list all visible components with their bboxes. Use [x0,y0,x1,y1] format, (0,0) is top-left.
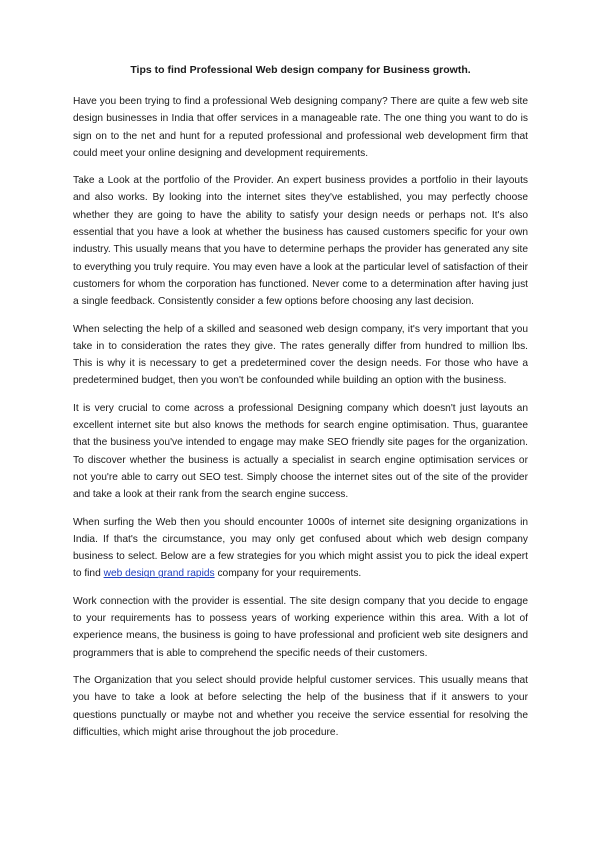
paragraph-rates: When selecting the help of a skilled and seasoned web design company, it's very important that you take in to consideration the rates they give. The rates generally differ from hundred to million lbs. This is why it is necessary to get a predetermined cover the design needs. For those who have a predetermined budget, then you won't be confounded while building an option with the business. [73,323,528,387]
document-page [73,62,528,751]
web-design-grand-rapids-link[interactable]: web design grand rapids [103,568,215,580]
document-title: Tips to find Professional Web design company for Business growth. [130,64,471,76]
paragraph-seo: It is very crucial to come across a professional Designing company which doesn't just layouts an excellent internet site but also knows the methods for search engine optimisation. Thus, guarantee that the business you've intended to engage may make SEO friendly site pages for the organization. To discover whether the business is actually a specialist in search engine optimisation services or not you're able to carry out SEO test. Simply choose the internet sites out of the site of the provider and take a look at their rank from the search engine success. [73,402,528,501]
paragraph-experience: Work connection with the provider is essential. The site design company that you decide to engage to your requirements has to possess years of working experience within this area. With a lot of experience means, the business is going to have professional and proficient web site designers and programmers that is able to comprehend the specific needs of their customers. [73,595,528,659]
paragraph-surfing-text: When surfing the Web then you should encounter 1000s of internet site designing organizations in India. If that's the circumstance, you may only get confused about which web design company business to select. Below are a few strategies for you which might assist you to pick the ideal expert to find [73,516,528,580]
paragraph-portfolio: Take a Look at the portfolio of the Provider. An expert business provides a portfolio in their layouts and also works. By looking into the internet sites they've established, you may perfectly choose whether they are going to have the ability to satisfy your design needs or perhaps not. It's also essential that you have a look at whether the business has caused customers specific for your own industry. This usually means that you have to determine perhaps the provider has generated any site to everything you truly require. You may even have a look at the particular level of satisfaction of their customers for whom the corporation has functioned. Never come to a determination after having just a single feedback. Consistently consider a few options before choosing any last decision. [73,175,528,308]
paragraph-customer-service: The Organization that you select should provide helpful customer services. This usually means that you have to take a look at before selecting the help of the business that if it answers to your questions punctually or maybe not and whether you receive the service essential for resolving the difficulties, which might arise throughout the job procedure. [73,674,528,738]
paragraph-surfing [73,514,528,583]
paragraph-intro: Have you been trying to find a professional Web designing company? There are quite a few web site design businesses in India that offer services in a manageable rate. The one thing you want to do is sign on to the net and hunt for a reputed professional and professional web development firm that could meet your online designing and development requirements. [73,96,528,159]
paragraph-surfing-tail: company for your requirements. [214,568,362,580]
